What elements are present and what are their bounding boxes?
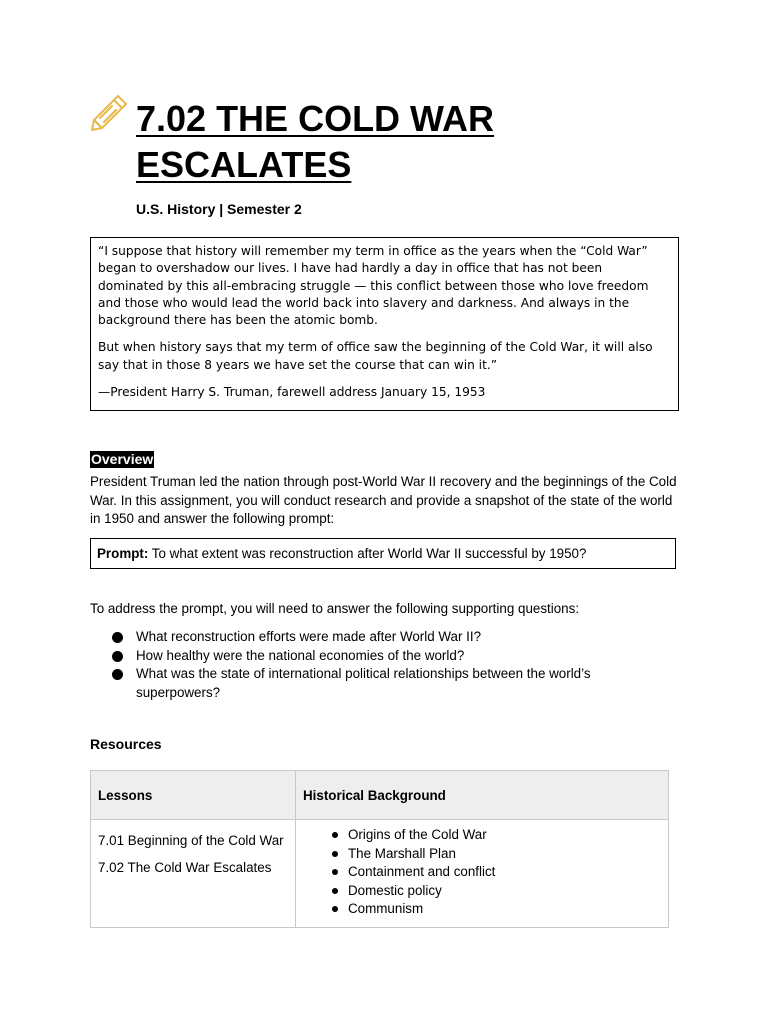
- list-item: [112, 665, 652, 702]
- supporting-questions-intro: To address the prompt, you will need to answer the following supporting questions:: [90, 601, 580, 616]
- topic-text: Domestic policy: [348, 882, 442, 898]
- lesson-link[interactable]: 7.02 The Cold War Escalates: [98, 859, 272, 875]
- list-item: [303, 845, 661, 864]
- overview-heading: Overview: [91, 451, 154, 467]
- quote-attribution: —President Harry S. Truman, farewell address January 15, 1953: [98, 385, 486, 400]
- bullet-icon: [332, 906, 338, 912]
- lessons-cell: [91, 820, 296, 928]
- list-item: [303, 882, 661, 901]
- table-header-row: [91, 771, 669, 820]
- resources-table: [90, 770, 669, 928]
- bullet-icon: [112, 651, 123, 662]
- bullet-icon: [332, 888, 338, 894]
- prompt-label: Prompt:: [97, 546, 149, 561]
- background-topics-list: [303, 826, 661, 919]
- quote-paragraph: “I suppose that history will remember my term in office as the years when the “Cold War” began to overshadow our lives. I have had hardly a day in office that has not been dominated by this all-embracing struggle — this conflict between those who love freedom and those who would lead the world back into slavery and darkness. And always in the background there has been the atomic bomb.: [98, 244, 649, 328]
- truman-quote-box: [90, 237, 679, 411]
- prompt-text: To what extent was reconstruction after World War II successful by 1950?: [148, 546, 587, 561]
- question-text: What was the state of international political relationships between the world’s superpowers?: [136, 666, 591, 700]
- lesson-link[interactable]: 7.01 Beginning of the Cold War: [98, 833, 284, 848]
- column-header-lessons: Lessons: [91, 771, 296, 820]
- list-item: [303, 826, 661, 845]
- page-title: 7.02 THE COLD WAR ESCALATES: [136, 98, 495, 185]
- course-subtitle: U.S. History | Semester 2: [136, 201, 302, 217]
- bullet-icon: [112, 632, 123, 643]
- overview-text: President Truman led the nation through post-World War II recovery and the beginnings of the Cold War. In this assignment, you will conduct research and provide a snapshot of the state of the world in 1950 and answer the following prompt:: [90, 474, 677, 526]
- list-item: [112, 647, 652, 666]
- topic-text: The Marshall Plan: [348, 845, 456, 861]
- table-row: [91, 820, 669, 928]
- question-text: How healthy were the national economies of the world?: [136, 647, 465, 663]
- column-header-background: Historical Background: [296, 771, 669, 820]
- quote-paragraph: But when history says that my term of office saw the beginning of the Cold War, it will also say that in those 8 years we have set the course that can win it.”: [98, 340, 653, 372]
- supporting-questions-list: [112, 628, 652, 702]
- pencil-icon: [88, 92, 130, 134]
- bullet-icon: [332, 869, 338, 875]
- list-item: [303, 900, 661, 919]
- question-text: What reconstruction efforts were made after World War II?: [136, 629, 482, 644]
- topic-text: Origins of the Cold War: [348, 827, 487, 842]
- bullet-icon: [332, 851, 338, 857]
- bullet-icon: [112, 669, 123, 680]
- list-item: [303, 863, 661, 882]
- list-item: [112, 628, 652, 647]
- bullet-icon: [332, 832, 338, 838]
- prompt-box: [90, 538, 676, 569]
- resources-heading: Resources: [90, 736, 162, 752]
- topic-text: Containment and conflict: [348, 864, 496, 879]
- background-cell: [296, 820, 669, 928]
- topic-text: Communism: [348, 901, 424, 916]
